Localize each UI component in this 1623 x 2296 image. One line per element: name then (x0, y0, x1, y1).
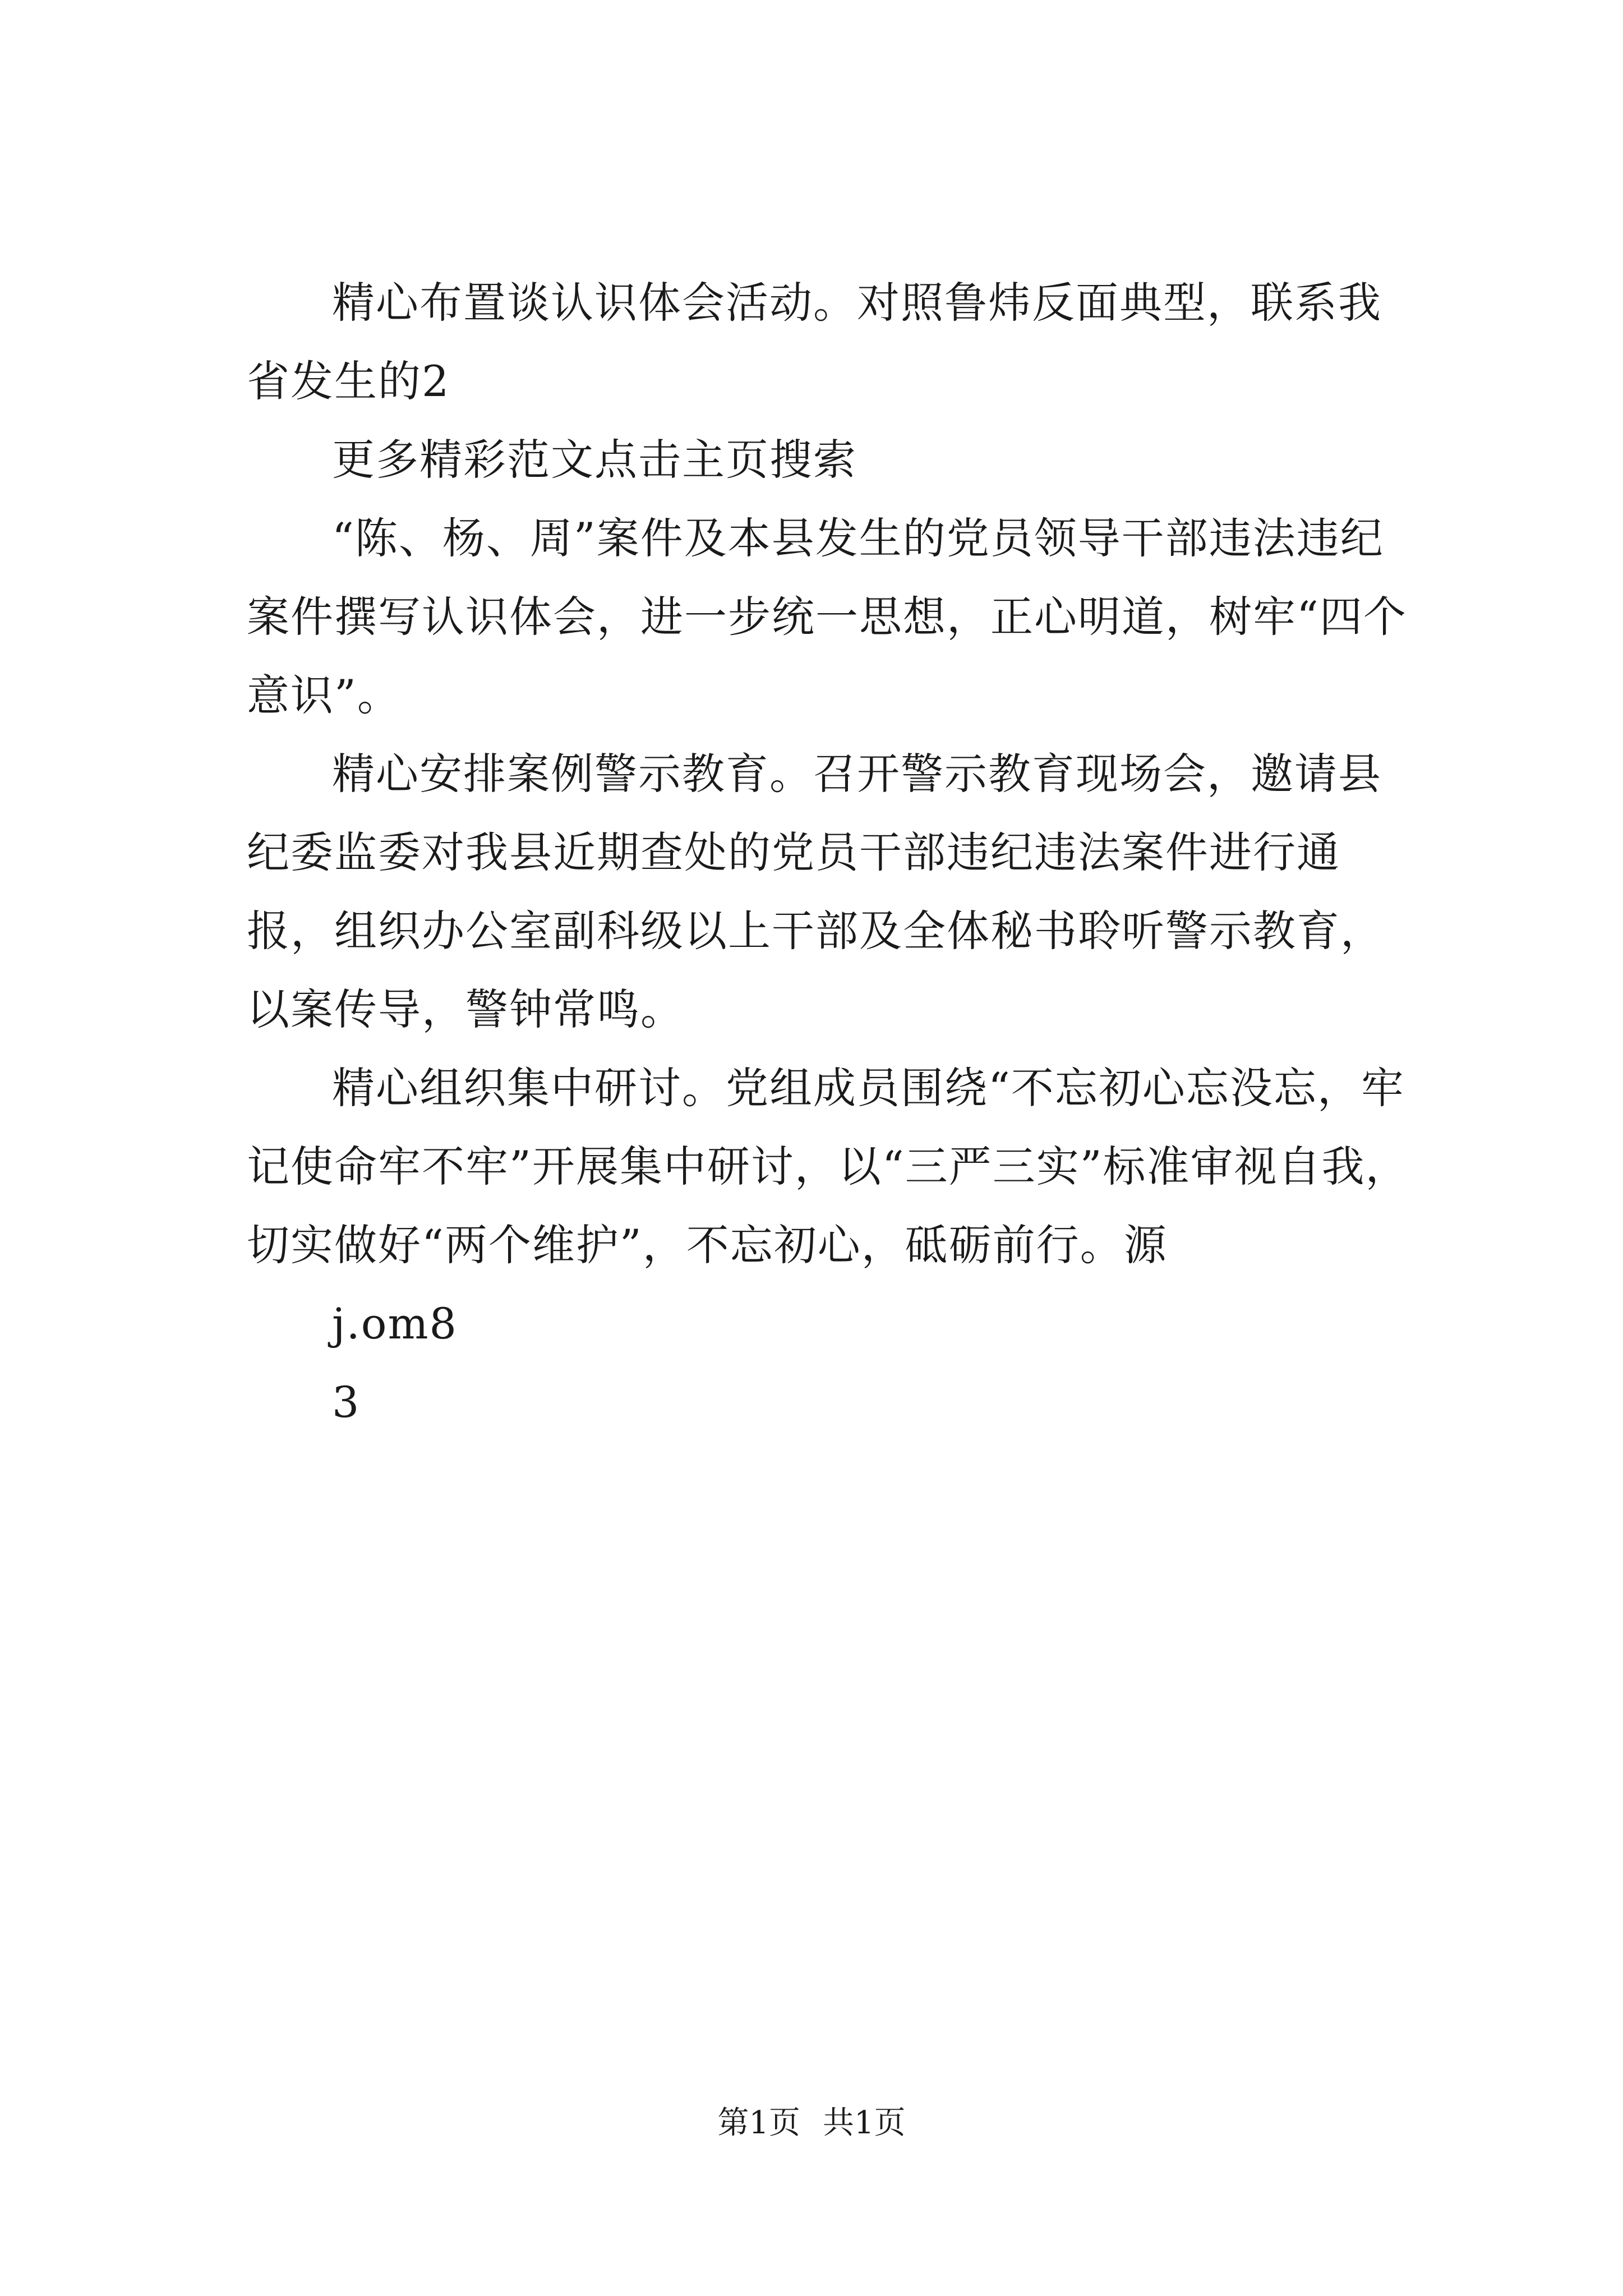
paragraph-1: 精心布置谈认识体会活动。对照鲁炜反面典型，联系我省发生的2 (247, 278, 1382, 406)
page-footer (0, 2101, 1623, 2146)
paragraph-2: 更多精彩范文点击主页搜索 (332, 435, 857, 485)
paragraph-5: 精心组织集中研讨。党组成员围绕“不忘初心忘没忘，牢记使命牢不牢”开展集中研讨，以“三严三实”标准审视自我，切实做好“两个维护”，不忘初心，砥砺前行。源 (247, 1063, 1409, 1270)
page-number-current: 第1页 (717, 2105, 800, 2141)
paragraph-3: “陈、杨、周”案件及本县发生的党员领导干部违法违纪案件撰写认识体会，进一步统一思想，正心明道，树牢“四个意识”。 (247, 513, 1407, 720)
document-body (247, 264, 1413, 1442)
page-number-total: 共1页 (823, 2105, 906, 2141)
paragraph-4: 精心安排案例警示教育。召开警示教育现场会，邀请县纪委监委对我县近期查处的党员干部违纪违法案件进行通报，组织办公室副科级以上干部及全体秘书聆听警示教育，以案传导，警钟常鸣。 (247, 749, 1384, 1034)
paragraph-6: j.om8 (332, 1299, 458, 1349)
paragraph-7: 3 (332, 1377, 361, 1427)
